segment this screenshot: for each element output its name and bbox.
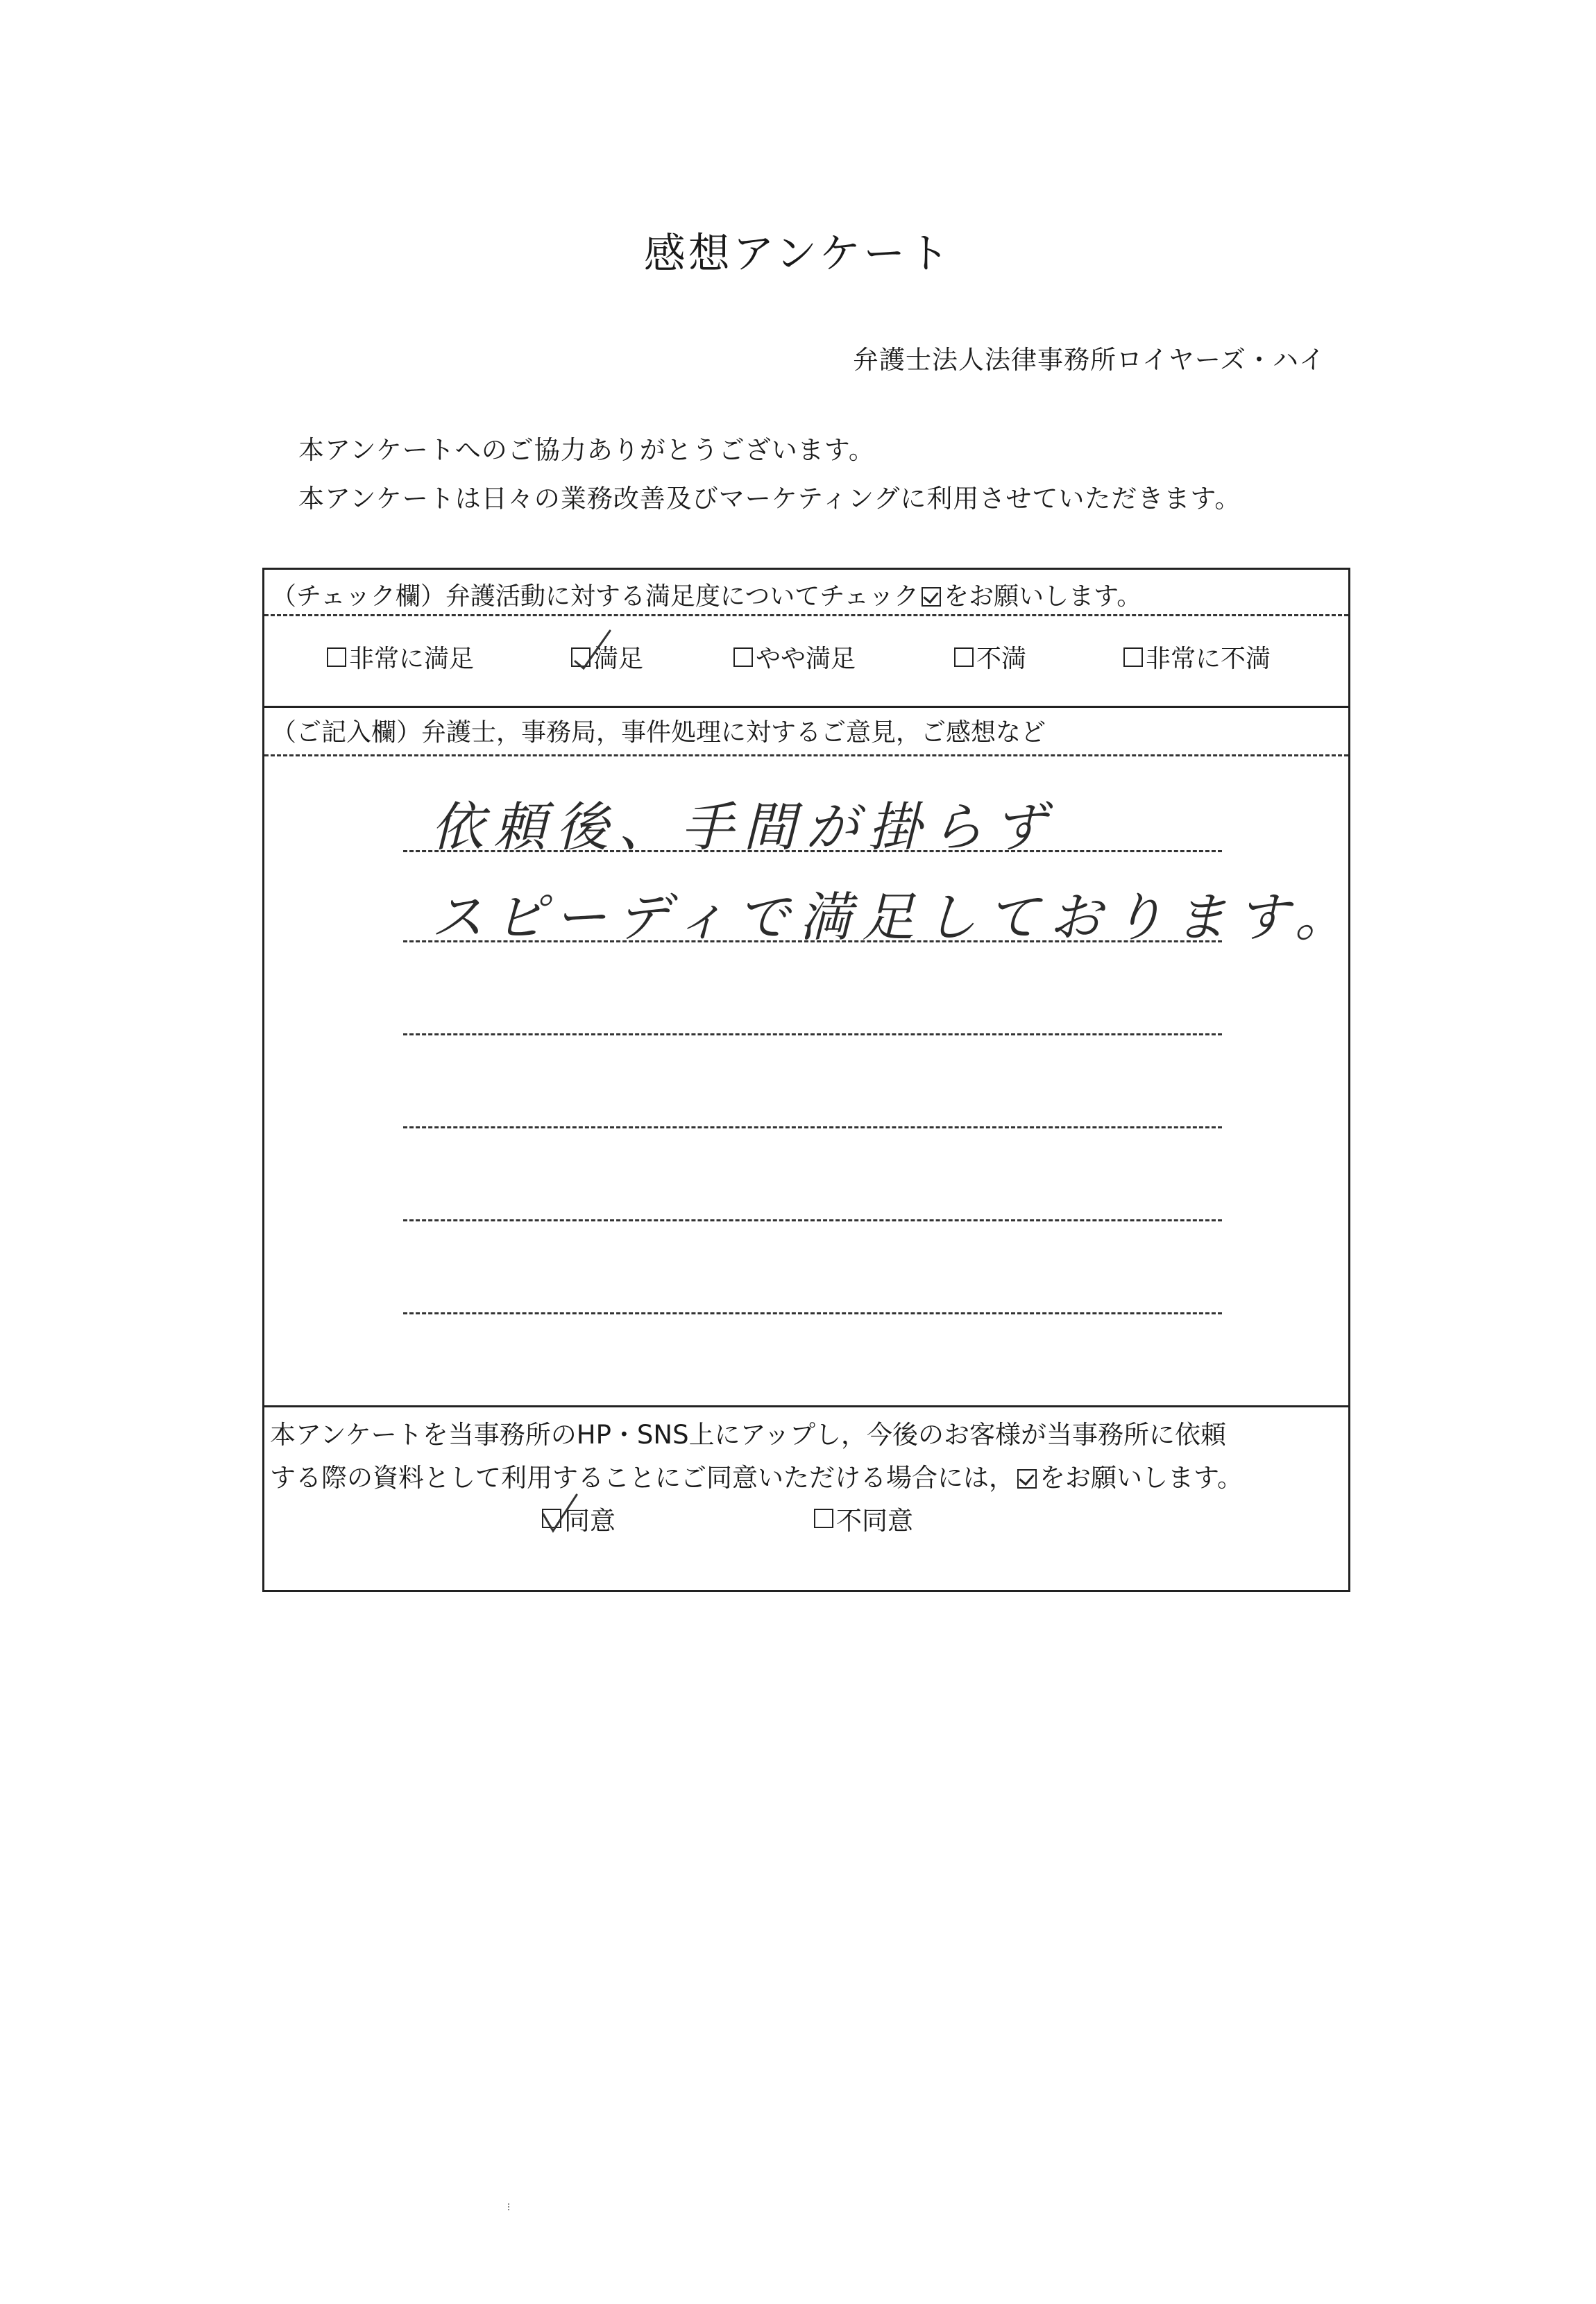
handwritten-comment-line-1: 依頼後、手間が掛らず [431, 796, 1055, 858]
option-very-dissatisfied[interactable] [1123, 639, 1271, 675]
intro-line-2: 本アンケートは日々の業務改善及びマーケティングに利用させていただきます。 [298, 484, 1241, 514]
option-dissatisfied[interactable] [954, 639, 1026, 675]
consent-text-line-2-end: をお願いします。 [1039, 1463, 1243, 1493]
handwritten-check-icon [541, 1486, 589, 1535]
consent-text-line-2 [270, 1457, 1243, 1494]
check-section-label [264, 577, 1141, 612]
checkbox-icon[interactable] [814, 1509, 833, 1528]
writing-line [403, 1126, 1222, 1128]
checked-box-icon [922, 587, 941, 607]
writing-line [403, 1033, 1222, 1035]
writing-line [403, 1312, 1222, 1314]
option-disagree[interactable] [814, 1500, 913, 1537]
survey-form-box [262, 568, 1357, 1592]
check-section-label-tail: をお願いします。 [944, 582, 1142, 611]
intro-line-1: 本アンケートへのご協力ありがとうございます。 [298, 435, 875, 465]
divider [264, 754, 1348, 756]
satisfaction-options [264, 639, 1348, 681]
option-satisfied[interactable] [571, 639, 643, 675]
option-label: 非常に不満 [1146, 645, 1271, 673]
divider [264, 614, 1348, 616]
writing-line [403, 940, 1222, 942]
checkbox-icon[interactable] [954, 647, 974, 667]
handwritten-check-icon [570, 625, 618, 674]
checkbox-icon[interactable] [542, 1509, 561, 1528]
option-label: 満足 [593, 645, 644, 673]
checkbox-icon[interactable] [327, 647, 346, 667]
checkbox-icon[interactable] [733, 647, 753, 667]
option-label: 不満 [976, 645, 1027, 673]
option-agree[interactable] [542, 1500, 616, 1537]
option-somewhat-satisfied[interactable] [733, 639, 856, 675]
checkbox-icon[interactable] [571, 647, 591, 667]
checked-box-icon [1017, 1469, 1037, 1489]
writing-line [403, 850, 1222, 852]
firm-name: 弁護士法人法律事務所ロイヤーズ・ハイ [852, 345, 1325, 375]
divider [264, 1405, 1348, 1407]
option-label: やや満足 [756, 645, 856, 673]
consent-text-line-2-start: する際の資料として利用することにご同意いただける場合には， [270, 1463, 1015, 1493]
option-label: 非常に満足 [349, 645, 475, 673]
option-label: 同意 [564, 1506, 616, 1536]
option-label: 不同意 [836, 1506, 913, 1536]
scan-speck [508, 2203, 511, 2210]
consent-text-line-1: 本アンケートを当事務所のHP・SNS上にアップし，今後のお客様が当事務所に依頼 [270, 1420, 1226, 1450]
survey-title: 感想アンケート [643, 230, 953, 278]
option-very-satisfied[interactable] [327, 639, 474, 675]
divider [264, 706, 1348, 708]
check-section-label-text: （チェック欄）弁護活動に対する満足度についてチェック [271, 582, 919, 611]
handwritten-comment-line-2: スピーディで満足しております。 [431, 886, 1357, 948]
checkbox-icon[interactable] [1123, 647, 1143, 667]
comment-section-label: （ご記入欄）弁護士，事務局，事件処理に対するご意見，ご感想など [271, 718, 1046, 747]
writing-line [403, 1219, 1222, 1221]
